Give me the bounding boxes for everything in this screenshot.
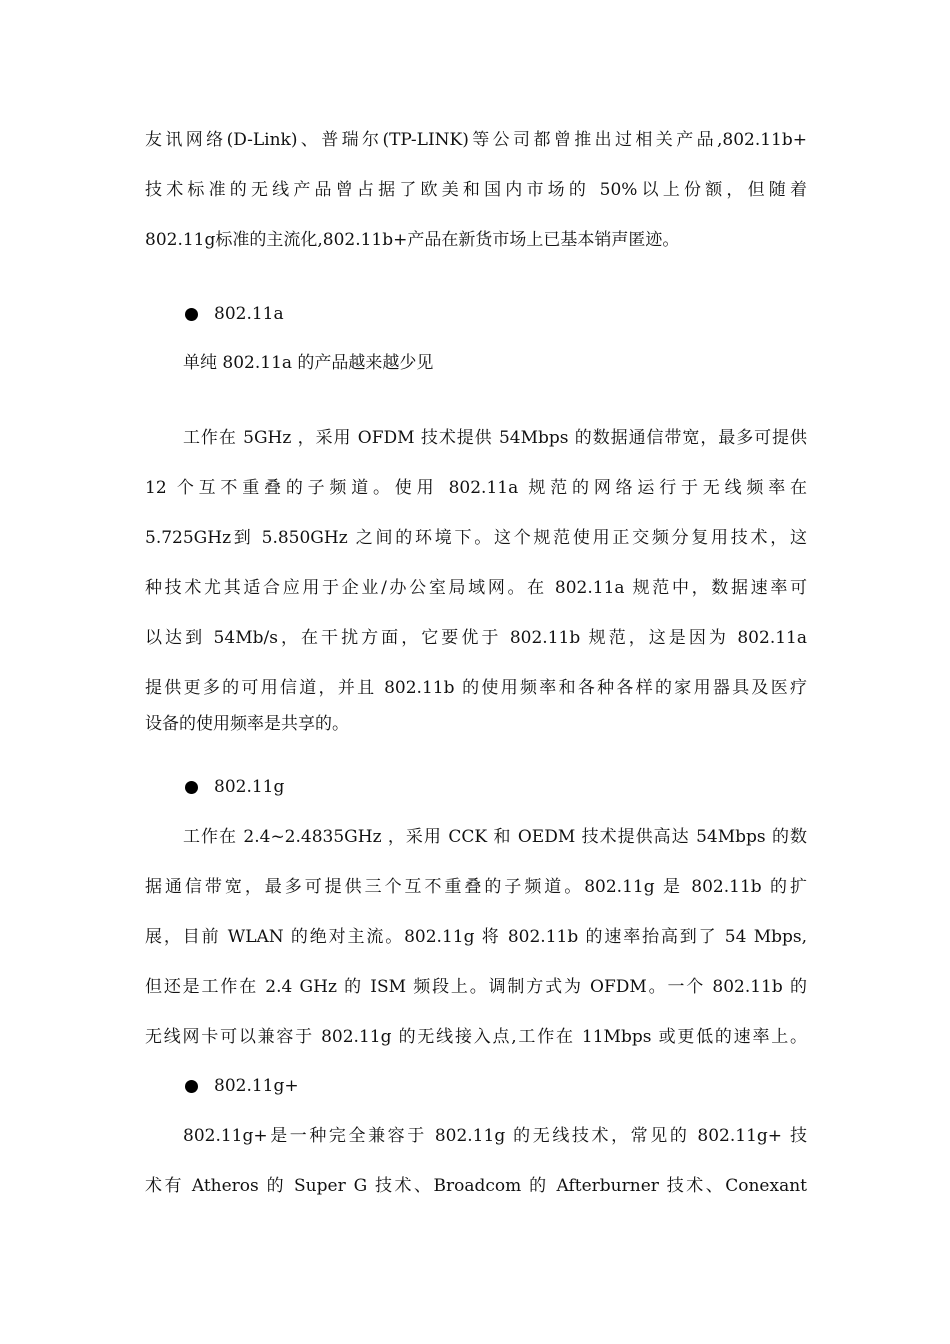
section-gplus-line-2: 术有 Atheros 的 Super G 技术、Broadcom 的 Afterburner 技术、Conexant: [145, 1176, 807, 1196]
section-a-line-4: 种技术尤其适合应用于企业/办公室局域网。在 802.11a 规范中，数据速率可: [145, 578, 807, 598]
section-a-line-3: 5.725GHz到 5.850GHz 之间的环境下。这个规范使用正交频分复用技术，这: [145, 528, 807, 548]
intro-line-1: 友讯网络(D-Link)、普瑞尔(TP-LINK)等公司都曾推出过相关产品,802.11b+: [145, 130, 807, 150]
section-a-line-2: 12 个互不重叠的子频道。使用 802.11a 规范的网络运行于无线频率在: [145, 478, 807, 498]
bullet-dot-icon: [185, 308, 198, 321]
section-g-line-4: 但还是工作在 2.4 GHz 的 ISM 频段上。调制方式为 OFDM。一个 802.11b 的: [145, 977, 807, 997]
section-gplus-line-1: 802.11g+是一种完全兼容于 802.11g 的无线技术，常见的 802.11g+ 技: [183, 1126, 807, 1146]
bullet-dot-icon: [185, 781, 198, 794]
bullet-802-11g-plus: [185, 1074, 299, 1098]
section-a-line-1: 工作在 5GHz ，采用 OFDM 技术提供 54Mbps 的数据通信带宽，最多可提供: [183, 428, 807, 448]
section-a-line-6: 提供更多的可用信道，并且 802.11b 的使用频率和各种各样的家用器具及医疗: [145, 678, 807, 698]
bullet-802-11g: [185, 775, 284, 799]
intro-line-3: 802.11g标准的主流化,802.11b+产品在新货市场上已基本销声匿迹。: [145, 230, 680, 250]
bullet-802-11a: [185, 302, 284, 326]
section-g-line-3: 展，目前 WLAN 的绝对主流。802.11g 将 802.11b 的速率抬高到了 54 Mbps,: [145, 927, 807, 947]
section-heading: 802.11g+: [214, 1076, 299, 1096]
section-g-line-2: 据通信带宽，最多可提供三个互不重叠的子频道。802.11g 是 802.11b 的扩: [145, 877, 807, 897]
section-a-line-5: 以达到 54Mb/s，在干扰方面，它要优于 802.11b 规范，这是因为 802.11a: [145, 628, 807, 648]
section-heading: 802.11g: [214, 777, 285, 797]
bullet-dot-icon: [185, 1080, 198, 1093]
section-a-subtitle: 单纯 802.11a 的产品越来越少见: [183, 353, 434, 373]
section-a-line-7: 设备的使用频率是共享的。: [145, 714, 349, 734]
section-g-line-1: 工作在 2.4~2.4835GHz ，采用 CCK 和 OEDM 技术提供高达 54Mbps 的数: [183, 827, 807, 847]
section-g-line-5: 无线网卡可以兼容于 802.11g 的无线接入点,工作在 11Mbps 或更低的速率上。: [145, 1027, 807, 1047]
intro-line-2: 技术标准的无线产品曾占据了欧美和国内市场的 50%以上份额，但随着: [145, 180, 807, 200]
section-heading: 802.11a: [214, 304, 284, 324]
